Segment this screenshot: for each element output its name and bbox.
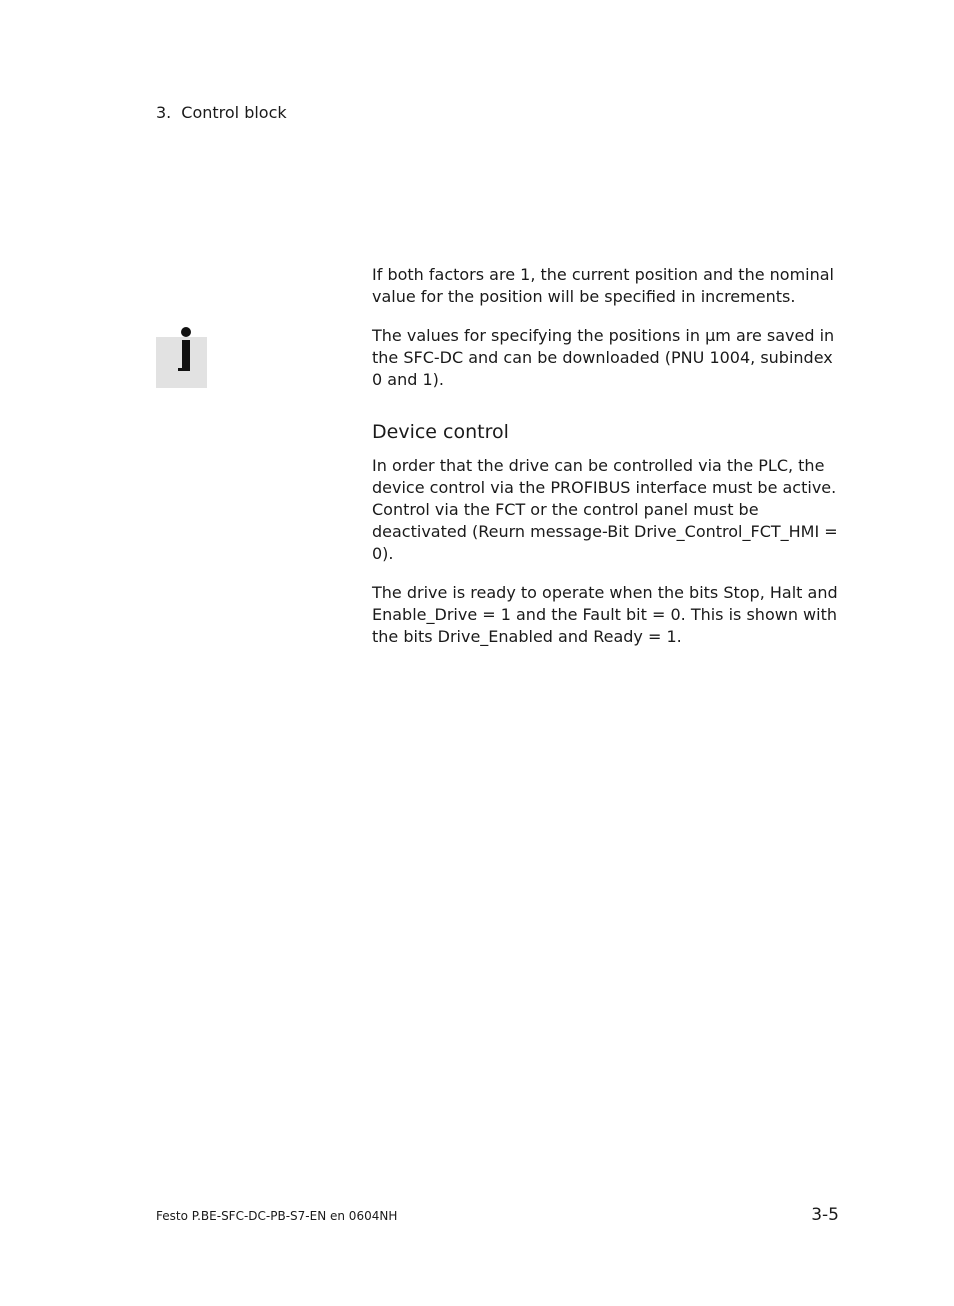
paragraph-device-control: In order that the drive can be controlled via the PLC, the device control via the PROFIBUS interface must be active. Control via the FCT or the control panel must be deactivated (Reurn message-Bit Drive_Control_FCT_HMI = 0). [372,456,838,563]
main-content [372,264,844,648]
info-icon-foot [178,368,190,371]
chapter-title: Control block [181,103,287,122]
info-icon-dot [181,327,191,337]
footer-document-id: Festo P.BE-SFC-DC-PB-S7-EN en 0604NH [156,1209,398,1223]
page-number: 3-5 [811,1205,839,1225]
paragraph-factors: If both factors are 1, the current position and the nominal value for the position will be specified in increments. [372,265,834,306]
chapter-header [156,102,287,124]
paragraph-positions: The values for specifying the positions in µm are saved in the SFC-DC and can be downloaded (PNU 1004, subindex 0 and 1). [372,326,835,389]
paragraph-ready-to-operate: The drive is ready to operate when the bits Stop, Halt and Enable_Drive = 1 and the Fault bit = 0. This is shown with the bits Drive_Enabled and Ready = 1. [372,583,838,646]
section-title: Device control [372,421,509,443]
chapter-number: 3. [156,103,172,122]
info-icon-stem [182,340,190,370]
info-icon [156,327,207,388]
